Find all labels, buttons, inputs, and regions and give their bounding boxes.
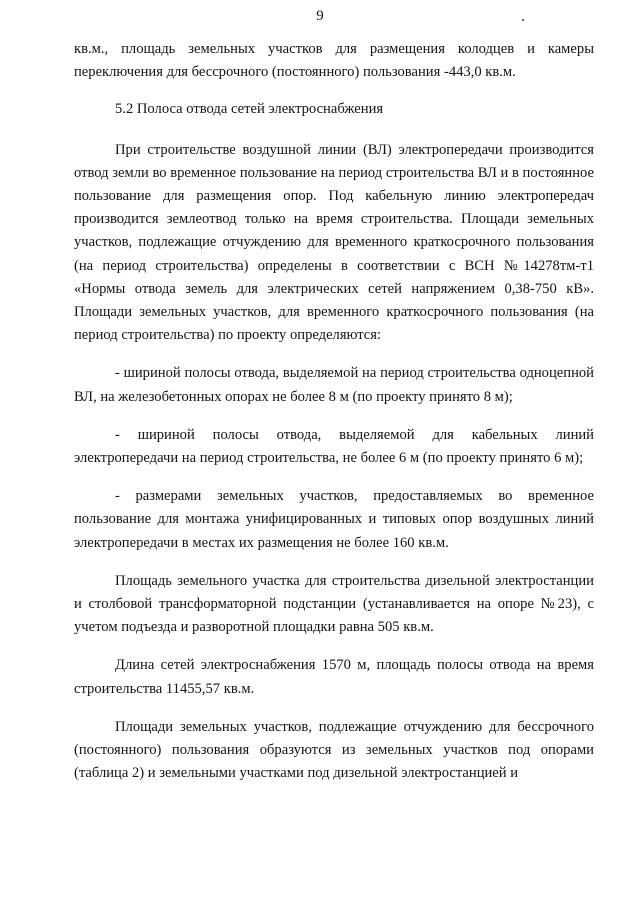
paragraph-continued: кв.м., площадь земельных участков для размещения колодцев и камеры переключения для бессрочного (постоянного) пользования -443,0 кв.м. <box>74 41 594 81</box>
page-number: 9 <box>316 8 324 24</box>
paragraph-network-length: Длина сетей электроснабжения 1570 м, площадь полосы отвода на время строительства 11455,57 кв.м. <box>74 657 594 697</box>
scan-dot-mark <box>522 19 524 21</box>
list-item-overhead-line: - шириной полосы отвода, выделяемой на период строительства одноцепной ВЛ, на железобетонных опорах не более 8 м (по проекту принято 8 м); <box>74 365 594 405</box>
paragraph-permanent-use: Площади земельных участков, подлежащие отчуждению для бессрочного (постоянного) пользования образуются из земельных участков под опорами (таблица 2) и земельными участками под дизельной электростанцией и <box>74 718 594 782</box>
paragraph-power-station: Площадь земельного участка для строительства дизельной электростанции и столбовой трансформаторной подстанции (устанавливается на опоре №23), с учетом подъезда и разворотной площадки равна 505 кв.м. <box>74 572 594 636</box>
document-body <box>74 38 594 785</box>
list-item-support-sites: - размерами земельных участков, предоставляемых во временное пользование для монтажа унифицированных и типовых опор воздушных линий электропередачи в местах их размещения не более 160 кв.м. <box>74 488 594 551</box>
section-heading: 5.2 Полоса отвода сетей электроснабжения <box>115 101 384 118</box>
paragraph-construction: При строительстве воздушной линии (ВЛ) электропередачи производится отвод земли во временное пользование на период строительства ВЛ и в постоянное пользование для размещения опор. Под кабельную линию электропередач производится землеотвод только на время строительства. Площади земельных участков, подлежащие отчуждению для временного краткосрочного пользования (на период строительства) определены в соответствии с ВСН №14278тм-т1 «Нормы отвода земель для электрических сетей напряжением 0,38-750 кВ». Площади земельных участков, для временного краткосрочного пользования (на период строительства) по проекту определяются: <box>74 141 594 344</box>
list-item-cable-line: - шириной полосы отвода, выделяемой для кабельных линий электропередачи на период строительства, не более 6 м (по проекту принято 6 м); <box>74 426 594 467</box>
